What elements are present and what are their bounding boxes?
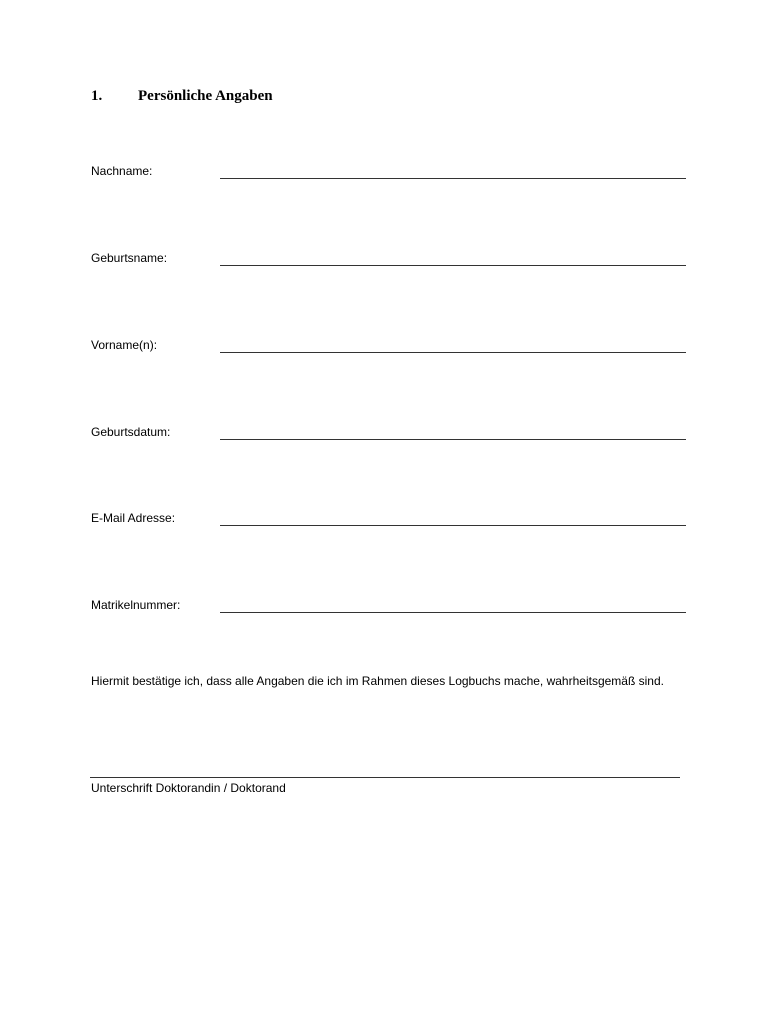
section-number: 1.	[91, 88, 103, 104]
geburtsname-field[interactable]	[220, 265, 686, 266]
signature-field[interactable]	[90, 777, 680, 778]
field-row-geburtsdatum	[91, 416, 686, 440]
geburtsname-label: Geburtsname:	[91, 251, 168, 265]
field-row-nachname	[91, 155, 686, 179]
nachname-label: Nachname:	[91, 164, 153, 178]
confirmation-text: Hiermit bestätige ich, dass alle Angaben die ich im Rahmen dieses Logbuchs mache, wahrheitsgemäß sind.	[91, 674, 664, 688]
vorname-field[interactable]	[220, 352, 686, 353]
vorname-label: Vorname(n):	[91, 338, 158, 352]
field-row-email	[91, 502, 686, 526]
nachname-field[interactable]	[220, 178, 686, 179]
field-row-geburtsname	[91, 242, 686, 266]
matrikelnummer-label: Matrikelnummer:	[91, 598, 181, 612]
signature-caption: Unterschrift Doktorandin / Doktorand	[91, 781, 286, 795]
matrikelnummer-field[interactable]	[220, 612, 686, 613]
field-row-vorname	[91, 329, 686, 353]
geburtsdatum-label: Geburtsdatum:	[91, 425, 171, 439]
section-heading	[91, 86, 273, 106]
section-title: Persönliche Angaben	[138, 88, 273, 104]
email-label: E-Mail Adresse:	[91, 511, 176, 525]
field-row-matrikelnummer	[91, 589, 686, 613]
email-field[interactable]	[220, 525, 686, 526]
geburtsdatum-field[interactable]	[220, 439, 686, 440]
